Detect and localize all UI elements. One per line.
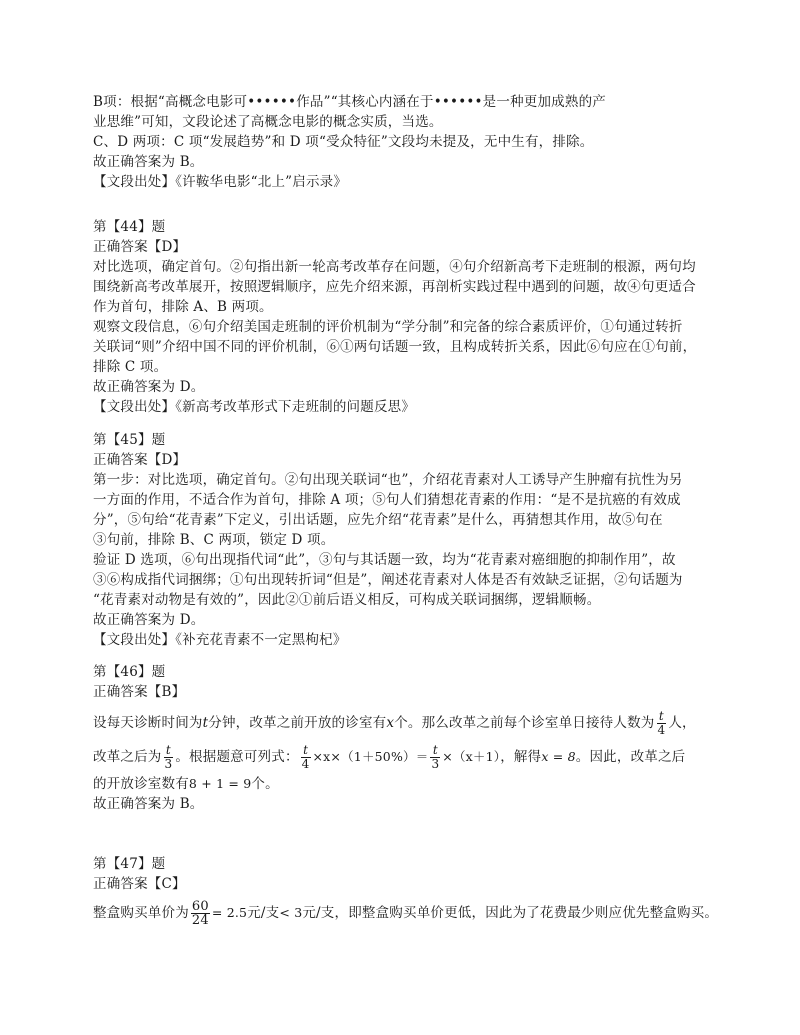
- question-title: 第【47】题: [93, 856, 166, 872]
- source-line: 【文段出处】《补充花青素不一定黑枸杞》: [93, 632, 347, 648]
- source-line: 【文段出处】《新高考改革形式下走班制的问题反思》: [93, 399, 416, 415]
- math-expression: 8 + 1 = 9: [188, 776, 252, 791]
- math-expression: x = 8: [541, 749, 576, 764]
- math-expression: ×（x＋1）: [442, 749, 501, 764]
- fraction: $\frac{t}{4}$: [657, 709, 666, 737]
- text-line: ③⑥构成指代词捆绑；①句出现转折词“但是”，阐述花青素对人体是否有效缺乏证据，②句话题为: [93, 572, 683, 588]
- text-line: 一方面的作用，不适合作为首句，排除 A 项；⑤句人们猜想花青素的作用：“是不是抗癌的有效成: [93, 492, 681, 508]
- text-line: B项：根据“高概念电影可••••••作品”“其核心内涵在于••••••是一种更加成熟的产: [93, 94, 606, 110]
- q43-explanation: [93, 92, 733, 192]
- source-line: 【文段出处】《许鞍华电影“北上”启示录》: [93, 174, 348, 190]
- text-line: 故正确答案为 D。: [93, 379, 205, 395]
- math-var: t: [202, 715, 209, 731]
- answer-line: 正确答案【C】: [93, 876, 186, 892]
- math-expression: < 3: [279, 905, 303, 920]
- text-line: 分”，⑤句给“花青素”下定义，引出话题，应先介绍“花青素”是什么，再猜想其作用，故⑤句在: [93, 512, 663, 528]
- text-line: 第一步：对比选项，确定首句。②句出现关联词“也”，介绍花青素对人工诱导产生肿瘤有抗性为另: [93, 472, 683, 488]
- question-45: [93, 430, 733, 650]
- question-title: 第【45】题: [93, 432, 166, 448]
- answer-line: 正确答案【B】: [93, 684, 186, 700]
- math-expression: = 2.5: [211, 905, 248, 920]
- math-var: x: [386, 715, 395, 731]
- question-title: 第【46】题: [93, 664, 166, 680]
- question-44: [93, 217, 733, 417]
- text-line: 设每天诊断时间为t分钟，改革之前开放的诊室有x个。那么改革之前每个诊室单日接待人数为 $\frac{t}{4}$ 人，: [93, 709, 696, 737]
- answer-line: 正确答案【D】: [93, 452, 187, 468]
- fraction: $\frac{60}{24}$: [191, 899, 209, 928]
- answer-line: 正确答案【D】: [93, 239, 187, 255]
- text-line: 观察文段信息，⑥句介绍美国走班制的评价机制为“学分制”和完备的综合素质评价，①句通过转折: [93, 319, 683, 335]
- text-line: 围绕新高考改革展开，按照逻辑顺序，应先介绍来源，再剖析实践过程中遇到的问题，故④句更适合: [93, 279, 696, 295]
- math-expression: ×x×（1＋50%）＝: [312, 749, 429, 764]
- text-line: 故正确答案为 D。: [93, 612, 205, 628]
- text-line: C、D 两项：C 项“发展趋势”和 D 项“受众特征”文段均未提及，无中生有，排除。: [93, 134, 594, 150]
- text-line: 整盒购买单价为 $\frac{60}{24}$ = 2.5元/支< 3元/支，即整盒购买单价更低，因此为了花费最少则应优先整盒购买。: [93, 899, 719, 928]
- text-line: 故正确答案为 B。: [93, 154, 204, 170]
- text-line: “花青素对动物是有效的”，因此②①前后语义相反，可构成关联词捆绑，逻辑顺畅。: [93, 592, 601, 608]
- fraction: $\frac{t}{3}$: [431, 743, 440, 771]
- text-line: 故正确答案为 B。: [93, 796, 204, 812]
- question-46: [93, 662, 733, 814]
- text-line: ③句前，排除 B、C 两项，锁定 D 项。: [93, 532, 335, 548]
- text-line: 业思维”可知，文段论述了高概念电影的概念实质，当选。: [93, 114, 443, 130]
- text-line: 的开放诊室数有8 + 1 = 9个。: [93, 776, 279, 792]
- fraction: $\frac{t}{4}$: [301, 743, 310, 771]
- text-line: 验证 D 选项，⑥句出现指代词“此”，③句与其话题一致，均为“花青素对癌细胞的抑制作用”，故: [93, 552, 676, 568]
- text-line: 改革之后为 $\frac{t}{3}$ 。根据题意可列式： $\frac{t}{4}$ ×x×（1＋50%）＝ $\frac{t}{3}$ ×（x＋1），解得x = 8。因此，改革之后: [93, 743, 686, 771]
- text-line: 对比选项，确定首句。②句指出新一轮高考改革存在问题，④句介绍新高考下走班制的根源，两句均: [93, 259, 696, 275]
- text-line: 作为首句，排除 A、B 两项。: [93, 299, 273, 315]
- question-title: 第【44】题: [93, 219, 166, 235]
- question-47: [93, 854, 733, 932]
- text-line: 关联词“则”介绍中国不同的评价机制，⑥①两句话题一致，且构成转折关系，因此⑥句应在①句前，: [93, 339, 697, 355]
- text-line: 排除 C 项。: [93, 359, 168, 375]
- fraction: $\frac{t}{3}$: [164, 743, 173, 771]
